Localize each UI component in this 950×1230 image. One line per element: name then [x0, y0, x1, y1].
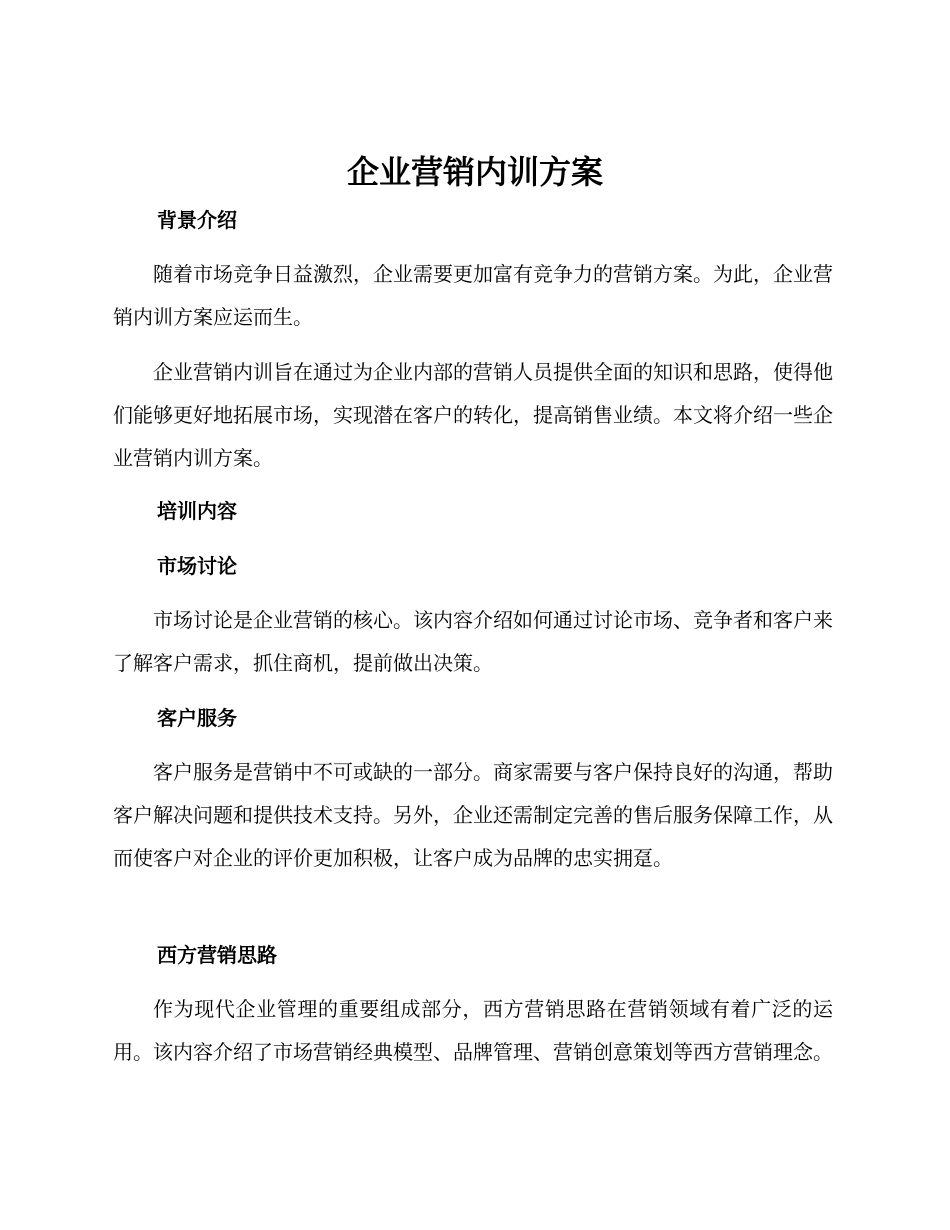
- paragraph-market-discussion: 市场讨论是企业营销的核心。该内容介绍如何通过讨论市场、竞争者和客户来了解客户需求，抓住商机，提前做出决策。: [113, 608, 833, 675]
- document-title: 企业营销内训方案: [346, 153, 603, 191]
- heading-customer-service: 客户服务: [157, 706, 237, 730]
- heading-market-discussion: 市场讨论: [157, 554, 237, 578]
- paragraph-customer-service: 客户服务是营销中不可或缺的一部分。商家需要与客户保持良好的沟通，帮助客户解决问题和提供技术支持。另外，企业还需制定完善的售后服务保障工作，从而使客户对企业的评价更加积极，让客户成为品牌的忠实拥趸。: [113, 760, 833, 870]
- heading-western-marketing: 西方营销思路: [157, 943, 277, 967]
- paragraph-background-1: 随着市场竞争日益激烈，企业需要更加富有竞争力的营销方案。为此，企业营销内训方案应运而生。: [113, 262, 833, 329]
- heading-training-content: 培训内容: [157, 499, 237, 523]
- paragraph-background-2: 企业营销内训旨在通过为企业内部的营销人员提供全面的知识和思路，使得他们能够更好地拓展市场，实现潜在客户的转化，提高销售业绩。本文将介绍一些企业营销内训方案。: [113, 360, 833, 470]
- heading-background: 背景介绍: [157, 208, 237, 232]
- paragraph-western-marketing: 作为现代企业管理的重要组成部分，西方营销思路在营销领域有着广泛的运用。该内容介绍了市场营销经典模型、品牌管理、营销创意策划等西方营销理念。: [113, 997, 833, 1064]
